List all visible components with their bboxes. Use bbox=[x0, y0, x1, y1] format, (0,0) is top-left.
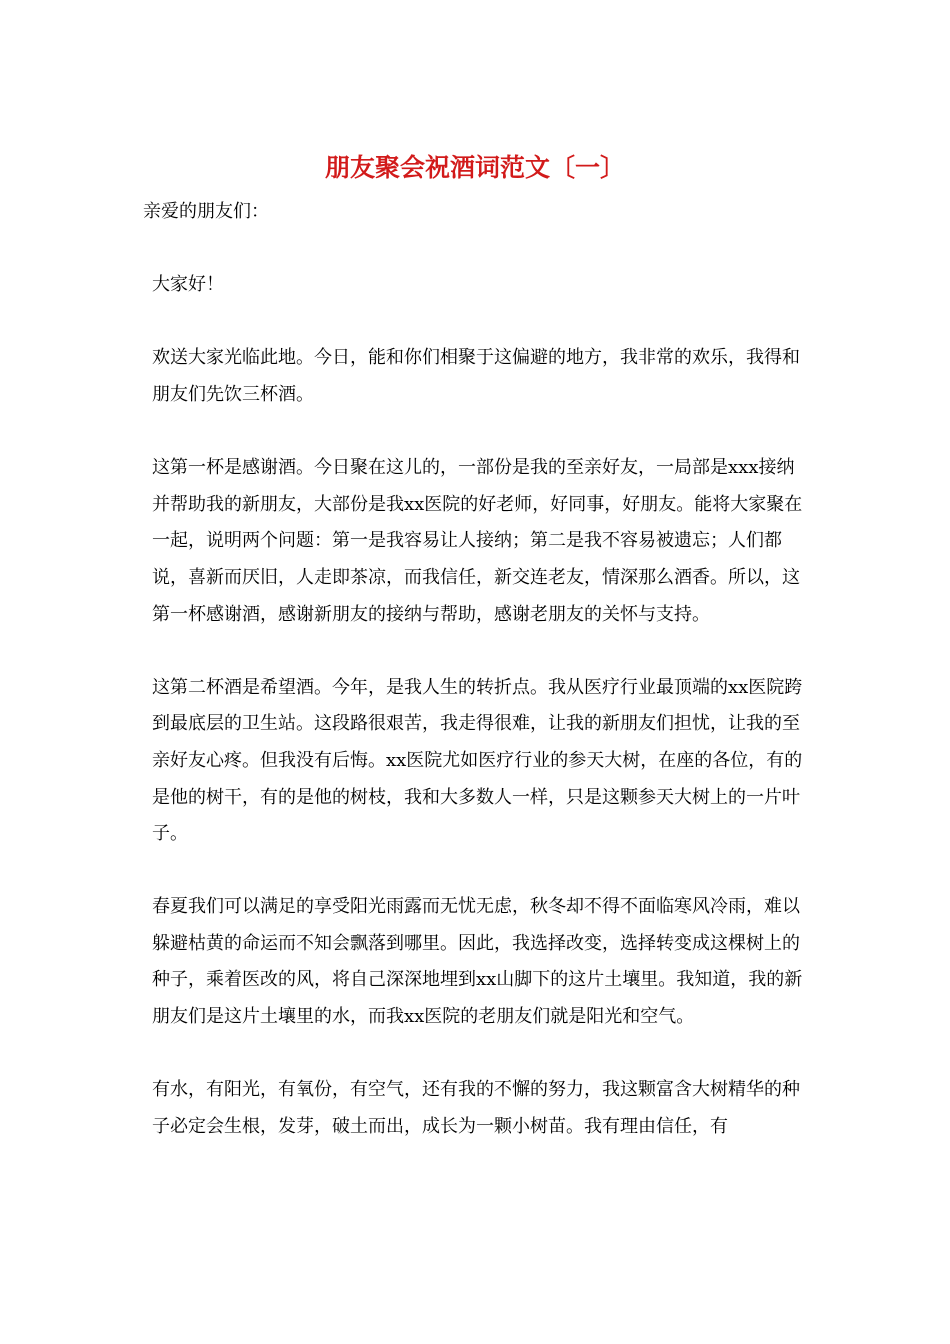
document-title: 朋友聚会祝酒词范文〔一〕 bbox=[324, 153, 625, 182]
paragraph-growth: 有水，有阳光，有氧份，有空气，还有我的不懈的努力，我这颗富含大树精华的种子必定会生根，发芽，破土而出，成长为一颗小树苗。我有理由信任，有 bbox=[152, 1079, 800, 1137]
paragraph-seasons: 春夏我们可以满足的享受阳光雨露而无忧无虑，秋冬却不得不面临寒风冷雨，难以躲避枯黄的命运而不知会飘落到哪里。因此，我选择改变，选择转变成这棵树上的种子，乘着医改的风，将自己深深地埋到xx山脚下的这片土壤里。我知道，我的新朋友们是这片土壤里的水，而我xx医院的老朋友们就是阳光和空气。 bbox=[152, 896, 803, 1028]
paragraph-greeting: 大家好！ bbox=[152, 274, 224, 296]
paragraph-first-toast: 这第一杯是感谢酒。今日聚在这儿的，一部份是我的至亲好友，一局部是xxx接纳并帮助我的新朋友，大部份是我xx医院的好老师，好同事，好朋友。能将大家聚在一起，说明两个问题：第一是我容易让人接纳；第二是我不容易被遗忘；人们都说，喜新而厌旧，人走即茶凉，而我信任，新交连老友，情深那么酒香。所以，这第一杯感谢酒，感谢新朋友的接纳与帮助，感谢老朋友的关怀与支持。 bbox=[152, 457, 803, 625]
salutation: 亲爱的朋友们： bbox=[143, 201, 269, 222]
paragraph-welcome: 欢送大家光临此地。今日，能和你们相聚于这偏避的地方，我非常的欢乐，我得和朋友们先饮三杯酒。 bbox=[152, 347, 800, 405]
paragraph-second-toast: 这第二杯酒是希望酒。今年，是我人生的转折点。我从医疗行业最顶端的xx医院跨到最底层的卫生站。这段路很艰苦，我走得很难，让我的新朋友们担忧，让我的至亲好友心疼。但我没有后悔。xx医院尤如医疗行业的参天大树，在座的各位，有的是他的树干，有的是他的树枝，我和大多数人一样，只是这颗参天大树上的一片叶子。 bbox=[152, 676, 803, 845]
document-body bbox=[143, 194, 807, 1182]
